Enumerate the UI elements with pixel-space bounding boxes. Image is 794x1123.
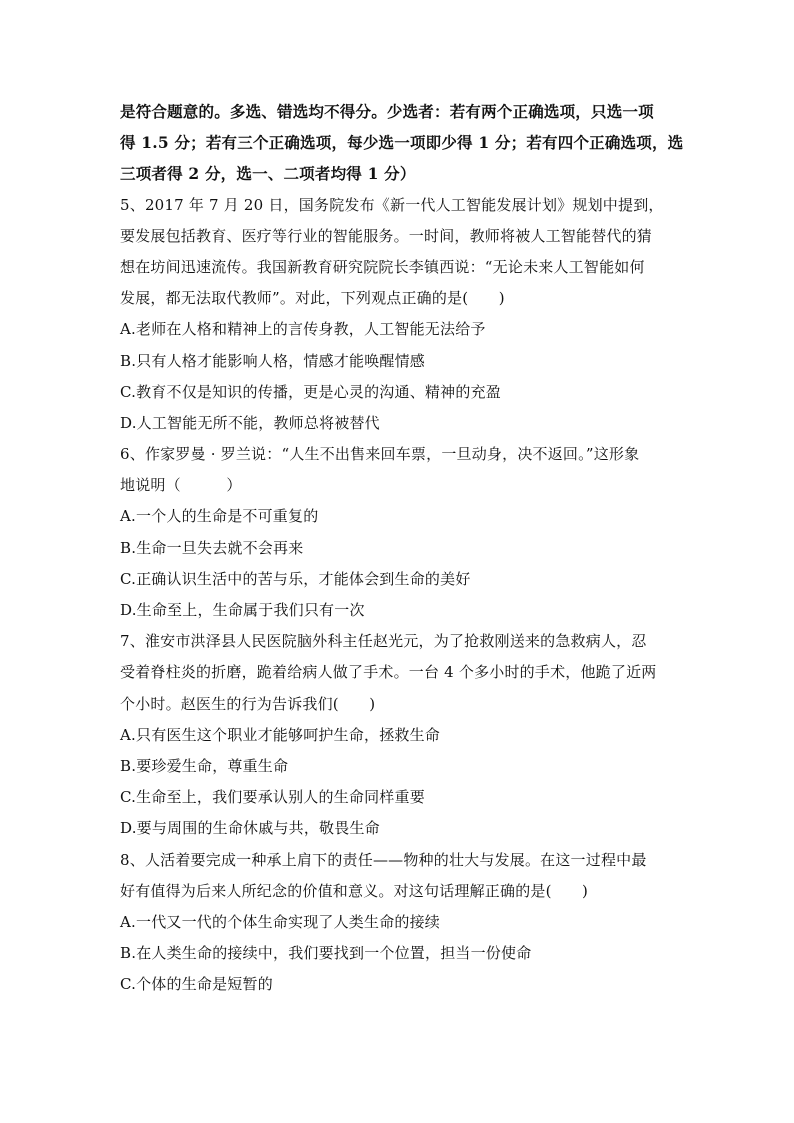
document-page	[120, 96, 684, 1000]
question-stem-line: 要发展包括教育、医疗等行业的智能服务。一时间，教师将被人工智能替代的猜	[120, 226, 653, 245]
question-stem-line: 5、2017 年 7 月 20 日，国务院发布《新一代人工智能发展计划》规划中提到，	[120, 195, 664, 214]
question-stem-line: 受着脊柱炎的折磨，跪着给病人做了手术。一台 4 个多小时的手术，他跪了近两	[120, 663, 657, 682]
option-b: B.在人类生命的接续中，我们要找到一个位置，担当一份使命	[120, 944, 532, 963]
option-a: A.只有医生这个职业才能够呵护生命，拯救生命	[120, 725, 441, 744]
instruction-line: 得 1.5 分；若有三个正确选项，每少选一项即少得 1 分；若有四个正确选项，选	[120, 133, 684, 153]
option-d: D.人工智能无所不能，教师总将被替代	[120, 413, 380, 432]
option-a: A.一代又一代的个体生命实现了人类生命的接续	[120, 912, 441, 931]
question-stem-line: 8、人活着要完成一种承上肩下的责任——物种的壮大与发展。在这一过程中最	[120, 850, 647, 869]
option-c: C.教育不仅是知识的传播，更是心灵的沟通、精神的充盈	[120, 382, 501, 401]
question-stem-line: 个小时。赵医生的行为告诉我们( )	[120, 694, 376, 713]
option-d: D.要与周围的生命休戚与共，敬畏生命	[120, 819, 380, 838]
question-stem-line: 想在坊间迅速流传。我国新教育研究院院长李镇西说：“无论未来人工智能如何	[120, 257, 645, 276]
question-5	[120, 190, 680, 440]
option-b: B.生命一旦失去就不会再来	[120, 538, 304, 557]
question-stem-line: 发展，都无法取代教师”。对此，下列观点正确的是( )	[120, 289, 505, 308]
question-6	[120, 439, 680, 626]
section-instructions	[120, 96, 684, 190]
instruction-line: 三项者得 2 分，选一、二项者均得 1 分）	[120, 164, 416, 184]
question-stem-line: 7、淮安市洪泽县人民医院脑外科主任赵光元，为了抢救刚送来的急救病人，忍	[120, 632, 647, 651]
question-8	[120, 845, 680, 1001]
option-c: C.正确认识生活中的苦与乐，才能体会到生命的美好	[120, 569, 471, 588]
question-stem-line: 好有值得为后来人所纪念的价值和意义。对这句话理解正确的是( )	[120, 881, 589, 900]
question-7	[120, 626, 680, 844]
option-d: D.生命至上，生命属于我们只有一次	[120, 601, 365, 619]
option-c: C.个体的生命是短暂的	[120, 975, 273, 994]
question-stem-line: 地说明（ ）	[120, 476, 242, 495]
option-b: B.只有人格才能影响人格，情感才能唤醒情感	[120, 351, 425, 370]
option-a: A.老师在人格和精神上的言传身教，人工智能无法给予	[120, 320, 486, 339]
option-a: A.一个人的生命是不可重复的	[120, 507, 319, 526]
option-c: C.生命至上，我们要承认别人的生命同样重要	[120, 788, 425, 807]
question-stem-line: 6、作家罗曼 · 罗兰说：“人生不出售来回车票，一旦动身，决不返回。”这形象	[120, 445, 640, 464]
option-b: B.要珍爱生命，尊重生命	[120, 756, 289, 775]
instruction-line: 是符合题意的。多选、错选均不得分。少选者：若有两个正确选项，只选一项	[120, 102, 654, 121]
